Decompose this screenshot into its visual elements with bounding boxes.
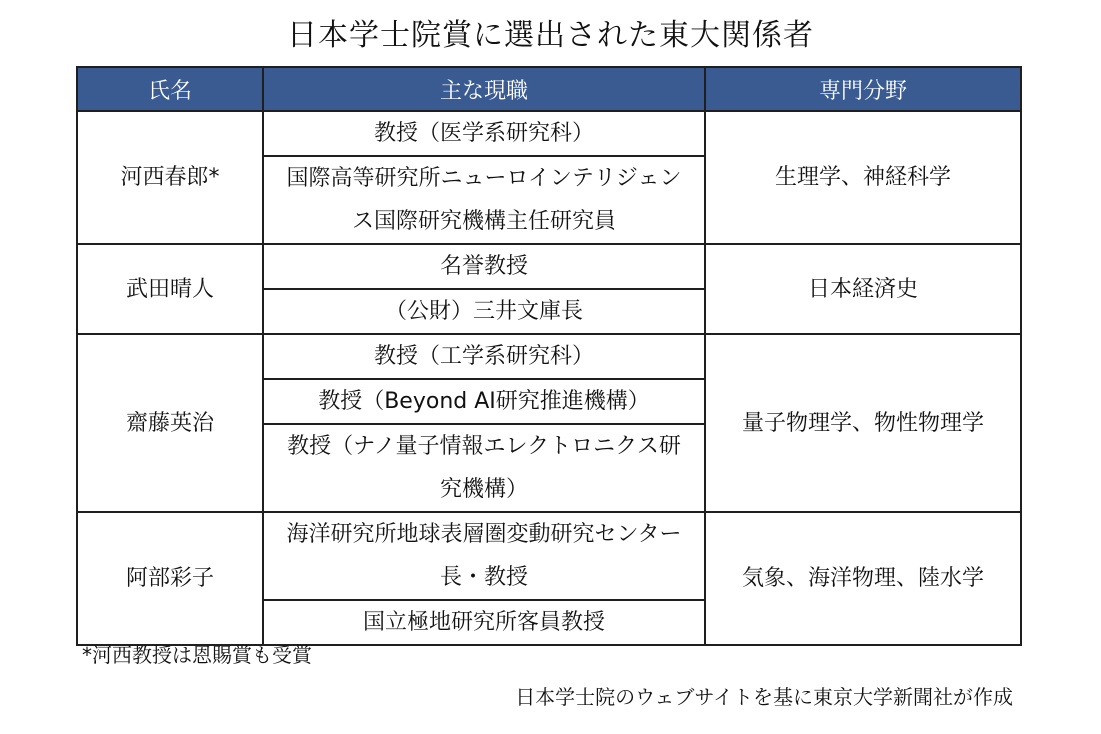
position-cell: 教授（医学系研究科） — [263, 111, 705, 156]
footnote: *河西教授は恩賜賞も受賞 — [82, 643, 312, 667]
awardees-table — [76, 66, 1022, 646]
column-header-field: 専門分野 — [705, 67, 1021, 111]
table-row — [77, 111, 1021, 156]
table-row — [77, 334, 1021, 379]
field-cell: 日本経済史 — [705, 244, 1021, 334]
field-cell: 気象、海洋物理、陸水学 — [705, 512, 1021, 645]
name-cell: 齋藤英治 — [77, 334, 263, 512]
source-credit: 日本学士院のウェブサイトを基に東京大学新聞社が作成 — [515, 685, 1013, 709]
column-header-name: 氏名 — [77, 67, 263, 111]
position-cell: 名誉教授 — [263, 244, 705, 289]
position-cell: 教授（ナノ量子情報エレクトロニクス研究機構） — [263, 424, 705, 512]
name-cell: 阿部彩子 — [77, 512, 263, 645]
position-cell: （公財）三井文庫長 — [263, 289, 705, 334]
field-cell: 量子物理学、物性物理学 — [705, 334, 1021, 512]
name-cell: 武田晴人 — [77, 244, 263, 334]
table-row — [77, 512, 1021, 600]
position-cell: 国立極地研究所客員教授 — [263, 600, 705, 645]
position-cell: 海洋研究所地球表層圏変動研究センター長・教授 — [263, 512, 705, 600]
table-header-row — [77, 67, 1021, 111]
column-header-position: 主な現職 — [263, 67, 705, 111]
page-title: 日本学士院賞に選出された東大関係者 — [287, 18, 814, 53]
position-cell: 教授（工学系研究科） — [263, 334, 705, 379]
position-cell: 国際高等研究所ニューロインテリジェンス国際研究機構主任研究員 — [263, 156, 705, 244]
field-cell: 生理学、神経科学 — [705, 111, 1021, 244]
position-cell: 教授（Beyond AI研究推進機構） — [263, 379, 705, 424]
name-cell: 河西春郎* — [77, 111, 263, 244]
table-row — [77, 244, 1021, 289]
